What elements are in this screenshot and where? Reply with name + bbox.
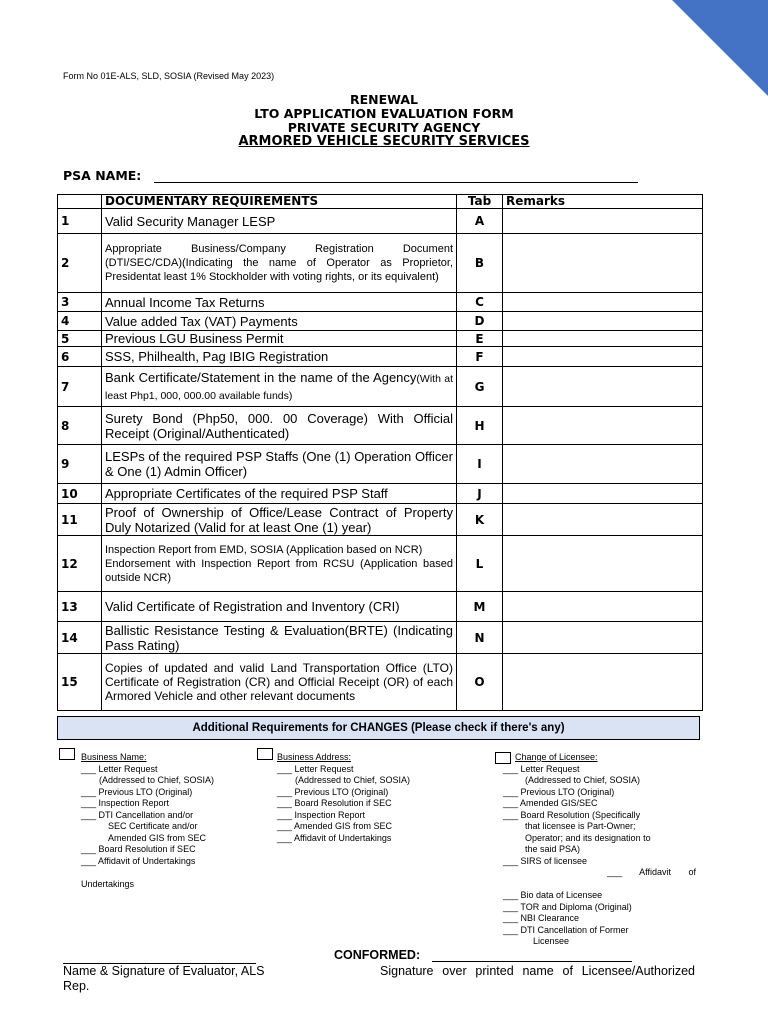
header-remarks: Remarks <box>503 195 703 209</box>
business-address-column: Business Address: ___ Letter Request (Addressed to Chief, SOSIA) ___ Previous LTO (Original) ___ Board Resolution if SEC ___ Inspection Report ___ Amended GIS from SEC ___ Affidavit of Undertakings <box>277 752 411 843</box>
table-row: 13 Valid Certificate of Registration and Inventory (CRI) M <box>58 592 703 622</box>
table-row: 9 LESPs of the required PSP Staffs (One (1) Operation Officer & One (1) Admin Officer) I <box>58 445 703 484</box>
additional-requirements-banner: Additional Requirements for CHANGES (Please check if there's any) <box>57 716 700 740</box>
remarks-cell[interactable] <box>503 347 703 367</box>
table-row: 14 Ballistic Resistance Testing & Evaluation(BRTE) (Indicating Pass Rating) N <box>58 622 703 654</box>
psa-name-field[interactable] <box>154 182 638 183</box>
table-row: 11 Proof of Ownership of Office/Lease Contract of Property Duly Notarized (Valid for at least One (1) year) K <box>58 504 703 536</box>
table-row: 6 SSS, Philhealth, Pag IBIG Registration F <box>58 347 703 367</box>
business-address-checkbox[interactable] <box>257 748 273 760</box>
licensee-signature-label: Signature over printed name of Licensee/Authorized <box>380 964 695 978</box>
remarks-cell[interactable] <box>503 293 703 312</box>
corner-triangle-decoration <box>672 0 768 96</box>
title-form-name: LTO APPLICATION EVALUATION FORM <box>254 106 514 121</box>
remarks-cell[interactable] <box>503 504 703 536</box>
requirements-table <box>57 194 703 711</box>
remarks-cell[interactable] <box>503 536 703 592</box>
evaluator-label: Name & Signature of Evaluator, ALS Rep. <box>63 964 265 993</box>
table-row: 4 Value added Tax (VAT) Payments D <box>58 312 703 331</box>
business-name-checkbox[interactable] <box>59 748 75 760</box>
table-row: 3 Annual Income Tax Returns C <box>58 293 703 312</box>
business-name-column: Business Name: ___ Letter Request (Addressed to Chief, SOSIA) ___ Previous LTO (Original) ___ Inspection Report ___ DTI Cancellation and/or SEC Certificate and/or Amended GIS from SEC ___ Board Resolution if SEC ___ Affidavit of Undertakings Undertakings <box>81 752 215 889</box>
title-agency-type: PRIVATE SECURITY AGENCY <box>287 120 481 135</box>
remarks-cell[interactable] <box>503 622 703 654</box>
remarks-cell[interactable] <box>503 484 703 504</box>
title-service-type: ARMORED VEHICLE SECURITY SERVICES <box>238 134 530 149</box>
remarks-cell[interactable] <box>503 445 703 484</box>
psa-name-label: PSA NAME: <box>63 168 142 183</box>
header-documentary-requirements: DOCUMENTARY REQUIREMENTS <box>102 195 457 209</box>
header-tab: Tab <box>457 195 503 209</box>
table-row: 7 Bank Certificate/Statement in the name of the Agency(With at least Php1, 000, 000.00 available funds) G <box>58 367 703 407</box>
table-row: 15 Copies of updated and valid Land Transportation Office (LTO) Certificate of Registration (CR) and Official Receipt (OR) of each Armored Vehicle and other relevant documents O <box>58 654 703 711</box>
table-row: 12 Inspection Report from EMD, SOSIA (Application based on NCR) Endorsement with Inspection Report from RCSU (Application based outside NCR) L <box>58 536 703 592</box>
remarks-cell[interactable] <box>503 592 703 622</box>
title-renewal: RENEWAL <box>349 92 419 107</box>
table-row: 2 Appropriate Business/Company Registration Document (DTI/SEC/CDA)(Indicating the name of Operator as Proprietor, Presidentat least 1% Stockholder with voting rights, or its equivalent) B <box>58 234 703 293</box>
table-header-row <box>58 195 703 209</box>
conformed-label: CONFORMED: <box>334 948 421 962</box>
remarks-cell[interactable] <box>503 407 703 445</box>
remarks-cell[interactable] <box>503 654 703 711</box>
remarks-cell[interactable] <box>503 331 703 347</box>
table-row: 5 Previous LGU Business Permit E <box>58 331 703 347</box>
title-block <box>0 93 768 149</box>
conformed-signature-field[interactable] <box>432 961 632 962</box>
remarks-cell[interactable] <box>503 312 703 331</box>
table-row: 10 Appropriate Certificates of the required PSP Staff J <box>58 484 703 504</box>
remarks-cell[interactable] <box>503 209 703 234</box>
table-row: 8 Surety Bond (Php50, 000. 00 Coverage) With Official Receipt (Original/Authenticated) H <box>58 407 703 445</box>
table-row: 1 Valid Security Manager LESP A <box>58 209 703 234</box>
change-licensee-column: Change of Licensee: ___ Letter Request (Addressed to Chief, SOSIA) ___ Previous LTO (Original) ___ Amended GIS/SEC ___ Board Resolution (Specifically that licensee is Part-Owner; Operator; and its designation to the said PSA) ___ SIRS of licensee ___ Affidavit of ___ Bio data of Licensee ___ TOR and Diploma (Original) ___ NBI Clearance ___ DTI Cancellation of Former Licensee <box>503 752 696 946</box>
remarks-cell[interactable] <box>503 367 703 407</box>
remarks-cell[interactable] <box>503 234 703 293</box>
form-number: Form No 01E-ALS, SLD, SOSIA (Revised May 2023) <box>63 71 275 81</box>
